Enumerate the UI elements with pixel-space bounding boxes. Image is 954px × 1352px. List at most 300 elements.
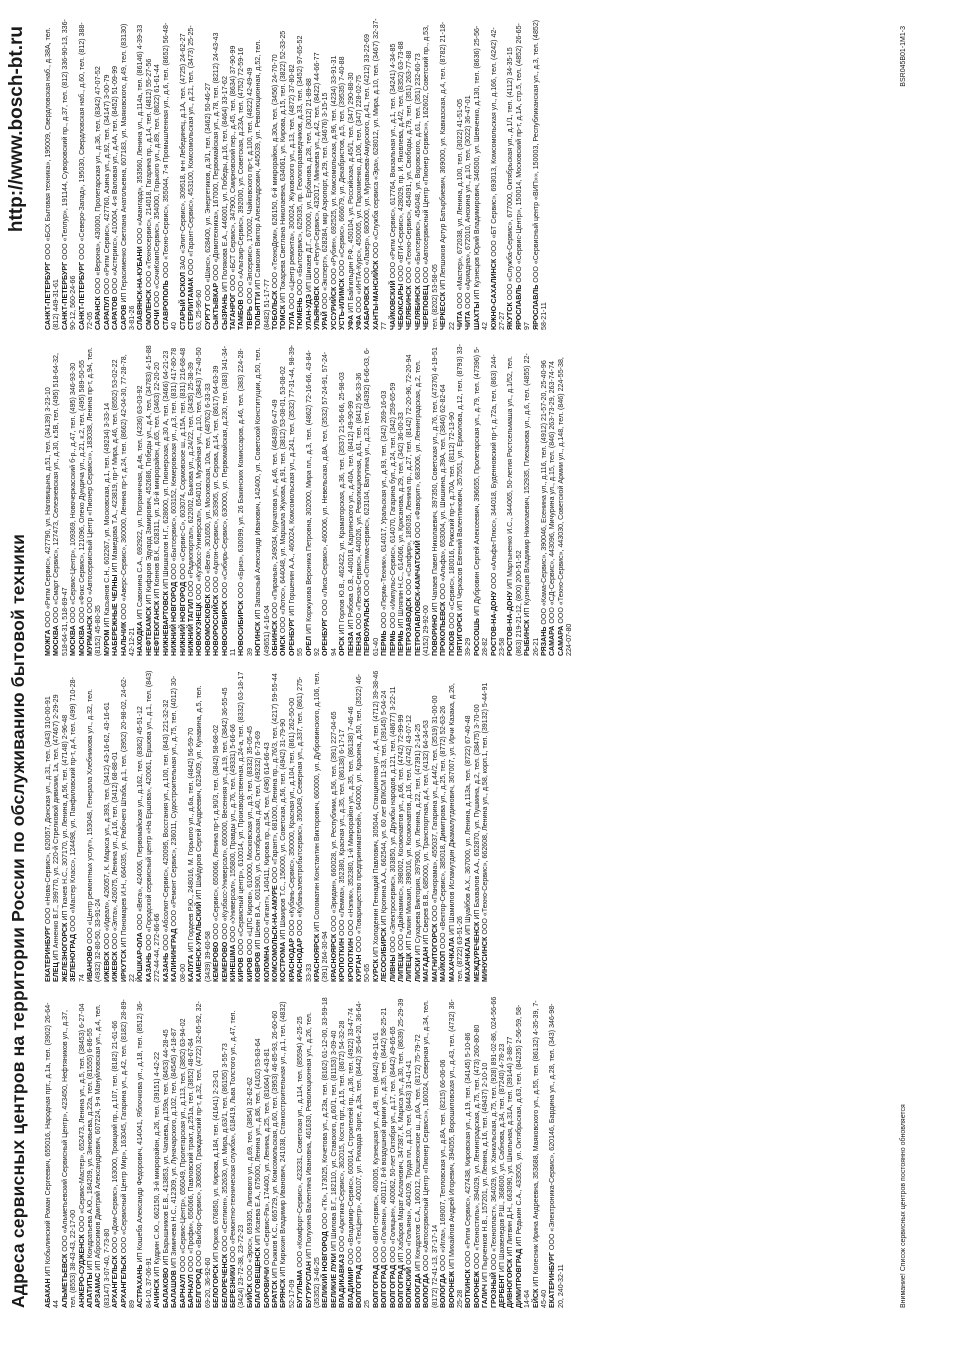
city-name: ПЕТРОЗАВОДСК [405,597,414,656]
center-details: ИП Анненко В.Г., 399770, ул. 220-й Стрелковой дивизии, 1а, тел. (47467) 2-29-29 [52,694,61,963]
city-name: ЧАЙКОВСКИЙ [388,280,397,330]
city-name: ЖЕЛЕЗНОГОРСК [60,922,69,982]
address-entry [405,18,413,330]
city-name: УЛАН-УДЭ [304,294,313,330]
city-name: ЯРОСЛАВЛЬ [514,284,523,330]
center-details: ООО «Лиса-Сервис», 460006, ул. Невельская, д.8А, тел. (3532) 57-24-91, 57-24-94 [321,351,338,656]
address-entry [170,344,178,656]
center-details: ООО «Нова-Сервис», 620057, Донская ул., д.31, тел. (343) 310-00-91 [44,696,52,927]
address-entry [372,670,380,982]
city-name: НОВОКУЗНЕЦК [195,602,204,656]
center-details: ООО «ИНТА-Курс», 450005, ул. Пархоменко, д.106, тел. (347) 228-02-75 [355,75,364,315]
city-name: МАГНИТОГОРСК [430,923,439,982]
center-details: ООО «Эрос», 659305, Липового ул., д.69, тел. (3854) 32-62-62 [245,1077,254,1284]
center-details: ООО «Техностиль», 394029, ул. Ленинградская, д.75, тел. (473) 260-80-80 [472,1024,481,1272]
city-name: КЕМЕРОВО [220,941,229,982]
center-details: ООО «Комфорт-Сервис», 423231, Советская ул., д.114, тел. (85594) 4-25-25 [296,1016,305,1270]
center-details: ООО «Альтаир-Сервис», 392000, ул. Советская, д.23А, тел. (4752) 72-59-16 [237,47,246,300]
center-details: ООО «Шанс», 628400, ул. Энергетиков, д.3/1, тел. (3462) 50-46-27 [203,82,212,304]
center-details: ИП Ткачев Н.С., 307170, ул. Ленина, д.56, тел. (47148) 2-96-48 [60,714,69,923]
center-details: ООО «Пиранья», 249034, Курчатова ул., д.46, тел. (48439) 6-47-49 [270,399,279,621]
city-name: КРОПОТКИН [346,938,355,982]
city-name: ЛИВНЫ [388,954,397,982]
address-entry [136,344,144,656]
address-entry [221,996,229,1308]
center-details: ООО «Сервисный Центр Мир», 163045, Гагарина ул., д.42, тел. (8182) 28-89-89 [119,999,137,1308]
center-details: ООО «Ритм Сервис», 427790, ул. Наговицына, д.51, тел. (34139) 3-23-10 [44,387,52,630]
address-entry [237,670,245,982]
address-entry [422,670,430,982]
center-details: ООО «Пенза-Сервис», 440026, ул. Революционная, д.61, тел. (8412) 56-33-36 [355,372,364,632]
city-name: ПЕРВОУРАЛЬСК [363,598,372,656]
city-name: БРЯНСК [279,1278,288,1308]
center-details: ООО «Вега», 424006, Первомайская ул., д.162, тел. (8362) 45-51-12 [136,706,145,933]
address-entry [338,344,346,656]
city-name: САРАНСК [94,296,103,330]
center-details: ООО «Сервисный центр», 610014, ул. Производственная, д.24-а, тел. (8332) 63-18-17 [237,671,246,958]
center-details: ООО «Аверс-Сервис», 360000, Ленина пр-т, д.24, тел. (8662) 42-04-30, 77-28-78, 42-12-21 [119,354,137,656]
address-entry [229,670,237,982]
center-details: ООО «БСХ Бытовая техника», 195009, Свердловская наб., д.38А, тел. (812) 449-31-61 [44,27,61,330]
address-entry [120,996,137,1308]
city-name: АРХАНГЕЛЬСК [119,1255,128,1308]
center-details: ООО «Кама-Сервис», 390046, Есенина ул., д.116, тел. (4912) 21-57-20, 25-40-96 [539,360,548,627]
city-name: СОЧИ [153,309,162,330]
address-entry [355,344,363,656]
center-details: ИП Кропина А.А., 662544, ул. 60 лет ВЛКСМ 11-33, тел. (39145) 5-04-24 [380,690,389,928]
address-entry [347,18,355,330]
address-entry [153,996,161,1308]
city-name: ВОРОНЕЖ [447,1271,456,1308]
address-entry [330,996,338,1308]
city-name: ВОЛЖСКИЙ [405,1266,414,1308]
address-entry [179,18,187,330]
address-entry [246,996,254,1308]
center-details: ООО «Сервис», 650066, Ленина пр-т, д.90/3, тел. (3842) 58-68-02 [212,724,221,942]
address-entry [405,344,413,656]
center-details: ИП Лепшоков Артур Батырбиевич, 369000, ул. Кавказская, д.4, тел. (8782) 21-18-22 [439,21,456,330]
center-details: ООО «Голицын», 400062, 50-лет Октября ул., д.17, тел. (8442) 49-65-65 [388,1026,397,1265]
address-entry [431,670,439,982]
city-name: САМАРА [548,625,557,656]
center-details: ООО «Гольяны», 404109, Труда пл., д.10, тел. (8443) 31-41-41 [405,1060,414,1267]
address-entry [389,996,397,1308]
center-details: ООО «Сервис-Центр», 109369, Новочеркасский б-р., д.47, тел. (495) 346-93-30 [69,362,78,626]
address-entry [162,670,170,982]
address-entry [347,996,355,1308]
center-details: ООО «Сервис-Ра», 174400, ул. Ленина, д.25, тел. (81664) 4-43-81 [262,1048,271,1267]
city-name: БЕЛОГОРСК [212,1264,221,1308]
city-name: НОГИНСК [254,621,263,656]
address-entry [439,670,447,982]
footer-note: Внимание! Список сервисных центров постоянно обновляется [900,1104,907,1308]
address-entry [397,344,405,656]
address-entry [321,996,329,1308]
center-details: ИП Пырченков Н.В., 157201, ул. Ленина, д.16, тел. (49437) 2-10-10 [481,1062,490,1285]
city-name: КИРОВ [245,957,254,982]
city-name: ОРСК [338,636,347,656]
center-details: ООО «Служба-Сервис», 677000, Октябрьская ул., д.1/1, тел. (4112) 34-35-15 [506,47,515,303]
center-details: ООО «ЦПС Киров», 610000, Московская ул., д.9, тел. (8332) 35-05-45 [245,726,254,958]
city-name: УСТЬ-ИЛИМСК [338,278,347,330]
center-details: ИП Полякова Е.А., 446001, ул. Победы, д.16, тел. (8464) 33-17-62 [220,76,229,295]
city-name: ЕЛЕЦ [52,962,61,982]
city-name: МАХАЧКАЛА [464,937,473,982]
city-name: БАЛАКОВО [161,1267,170,1308]
address-entry [52,670,60,982]
center-details: ООО «Гарант», 681000, Ленина пр., д.76/3, тел. (4217) 59-55-44 [270,673,279,886]
center-details: ИП Сухарева Виктория, 397900, ул. Ленина, д.22, тел. (47391) 2-14-25 [413,723,422,958]
address-entry [481,996,489,1308]
address-entry [296,18,304,330]
city-name: ДЕРБЕНТ [497,1274,506,1308]
center-details: ООО «Эксперт», 628284, мкр Аэропорт, д.29, тел. (34676) 3-15-15 [321,92,330,312]
address-entry [540,344,548,656]
center-details: ИП Хабаров Марат Асланович, 347387, К. Маркса ул., д.30, тел. (8639) 25-29-39 [397,998,406,1265]
address-entry [111,18,119,330]
city-name: СТЕРЛИТАМАК [186,277,195,330]
center-details: ООО «Техно-Сервис», 454091, ул. Свободы, д.79, тел. (351) 263-77-88 [405,50,414,286]
city-name: ПЕНЗА [346,631,355,656]
address-entry [389,18,397,330]
address-entry [271,996,279,1308]
address-entry [153,344,161,656]
column-4 [44,18,894,330]
address-entry [523,344,540,656]
center-details: ИП Горлов Ю.В., 462422, ул. Краматорская, д.36, тел. (3537) 21-56-66, 25-98-03 [338,372,347,637]
address-entry [330,670,338,982]
center-details: ИП Литвин Д.Н., 663090, ул. Школьная, д.31А, тел. (39144) 3-88-77 [506,1036,515,1259]
address-entry [363,344,380,656]
city-name: АПАТИТЫ [86,1272,95,1308]
address-entry [263,670,271,982]
address-entry [439,18,456,330]
column-1 [44,996,894,1308]
center-details: ООО «Фаворит», 683006, ул. Ленинградская, д.2, тел. (4152) 29-92-00 [413,360,431,656]
address-entry [111,996,119,1308]
center-details: ИП Редькин С.А., 433505, ул. Октябрьская, д.63, тел. (84235) 2-56-59, 58-14-64 [514,1004,532,1308]
address-entry [162,18,179,330]
city-name: МАХАЧКАЛА [447,937,456,982]
city-name: РЯЗАНЬ [539,626,548,656]
city-name: КЕМЕРОВО [212,941,221,982]
address-entry [279,18,287,330]
city-name: БРАТСК [270,1280,279,1308]
address-entry [548,344,556,656]
city-name: БЕЛГОРОД [195,1268,204,1308]
city-name: САМАРА [556,625,565,656]
city-name: ОМСК [279,635,288,656]
center-details: ООО «Гольяны», 400117, 8-й воздушной армии ул., д.35, тел. (8442) 58-25-21 [380,1007,389,1265]
center-details: ИП Шакиров Т.С., 156000, ул. Советская, д.56, тел. (4942) 31-79-90 [279,718,288,942]
address-entry [405,996,413,1308]
center-details: ЗАО «Элит-Сервис», 309518, м-н Лебединец, д.1А, тел. (4725) 24-62-27 [178,33,187,272]
address-entry [86,996,94,1308]
address-entry [296,670,313,982]
address-entry [288,670,296,982]
city-name: ВОЛГОГРАД [355,1264,364,1308]
address-entry [557,344,574,656]
address-entry [498,996,506,1308]
city-name: СТАРЫЙ ОСКОЛ [178,272,187,330]
city-name: ЕКАТЕРИНБУРГ [548,1252,557,1308]
address-entry [481,670,489,982]
address-entry [271,18,279,330]
city-name: БУГУЛЬМА [296,1269,305,1308]
city-name: УФА [355,314,364,330]
city-name: НОВОСИБИРСК [237,600,246,656]
city-name: ВОЛОГДА [413,1273,422,1308]
address-entry [414,344,431,656]
center-details: ИП Абросимов Дмитрий Александрович, 607224, 9-я Мануйловская ул., д.4, тел. (83147) 3-07-40, 7-73-80 [94,1004,111,1308]
city-name: ИЖЕВСК [102,951,111,982]
address-entry [321,18,329,330]
city-name: АЛЬМЕТЬЕВСК [60,1253,69,1308]
city-name: КАЗАНЬ [144,952,153,982]
center-details: ООО «Игла», 169007, Тепловская ул., д.8А, тел. (8215) 66-06-06 [439,1059,448,1274]
city-name: СУРГУТ [203,303,212,330]
center-details: ООО «Аргон-Сервис», 353905, ул. Серова, д.14, тел. (8617) 64-63-39 [212,365,221,595]
city-name: ЧЕБОКСАРЫ [397,283,406,330]
city-name: СЫКТЫВКАР [212,282,221,330]
address-entry [61,996,78,1308]
address-entry [464,670,472,982]
city-name: КОСТРОМА [279,941,288,982]
center-details: ИП Галкин Михаил, 398016, ул. Космонавтов, д.16, тел. (4742) 43-07-12 [405,715,414,953]
center-details: ИП Коржукова Вероника Петровна, 302000, Мира пл., д.3, тел. (4862) 72-16-66, 43-84-92 [304,350,321,656]
city-name: ПЕРМЬ [397,630,406,656]
address-entry [145,18,153,330]
address-entry [136,996,153,1308]
center-details: ООО «Мастер», 672038, ул. Ленина, д.100, тел. (3022) 41-51-05 [455,98,464,311]
address-entry [473,344,490,656]
center-details: ООО «ВИП-сервис», 400005, Кузнецкая ул., д.49, тел. (8442) 49-11-61 [371,1032,380,1265]
center-details: ООО «Сервис», 180016, Рижский пр-т, д.70А, тел. (8112) 72-13-90 [447,412,456,631]
address-entry [456,18,464,330]
city-name: КУРГАН [355,954,364,982]
city-name: ПЕРМЬ [388,630,397,656]
city-name: ЧЕЛЯБИНСК [413,285,422,330]
address-entry [170,670,187,982]
address-entry [380,996,388,1308]
center-details: ИП Зимичева Н.С., 412309, ул. Луначарского, д.102, тел. (84545) 4-18-87 [170,1028,179,1271]
city-name: САРОВ [119,304,128,330]
center-details: ООО «ТехноДом», 626150, 6-й микрорайон, д.30а, тел. (3456) 24-70-70 [270,54,279,291]
address-entry [195,996,212,1308]
center-details: ООО «Идеал», 426057, К. Маркса ул., д.393, тел. (3412) 43-16-62, 43-16-61 [102,702,111,952]
city-name: НОВОМОСКОВСК [203,594,212,656]
address-entry [338,670,346,982]
address-entry [111,344,119,656]
city-name: ЧЕРЕПОВЕЦ [422,285,431,330]
address-entry [448,670,465,982]
city-name: АНЖЕРО-СУДЖЕНСК [77,1234,86,1308]
address-entry [44,344,52,656]
center-details: ИП Кудрин С.Ю., 662150, 3-й микрорайон, д.26, тел. (39151) 4-42-22 [153,1051,162,1279]
city-name: ЛИПЕЦК [397,952,406,982]
center-details: ООО «Оптима-сервис», 623104, Ватутина ул., д.23, тел. (34392) 6-66-03, 6-61-40 [363,347,380,656]
city-name: ДИВНОГОРСК [506,1258,515,1308]
address-entry [78,344,86,656]
center-details: ИП Токарева Светлана Николаевна, 634061, ул. Кирова, д.15, тел. (3822) 52-33-25 [279,30,288,305]
address-entry [515,996,532,1308]
center-details: ООО «Товарищество предпринимателей», 640000, ул. Красина, д.50, тел. (3522) 46-50-65 [355,673,372,982]
address-entry [506,996,514,1308]
address-entry [515,18,532,330]
city-name: ВОЛГОГРАД [380,1264,389,1308]
center-details: ООО «Сервис-Мастер», 652473, Ленина ул., д.5, тел. (38453) 6-27-04 [77,1003,86,1235]
city-name: НИЖНИЙ НОВГОРОД [178,581,187,656]
city-name: КРАСНОЯРСК [313,933,321,982]
city-name: ГАЛИЧ [481,1284,490,1308]
city-name: ТОМСК [279,304,288,330]
center-details: ООО «Вега», 301650, ул. Московская, 10а, тел. (48762) 6-33-33 [203,383,212,595]
address-entry [229,996,246,1308]
center-details: ИП Герасименко Светлана Анатольевна, 607183, ул. Маяковского, д.49, тел. (83130) 3-81-26 [119,23,137,330]
website-link[interactable]: http://www.bosch-bt.ru [6,26,27,233]
address-entry [490,18,507,330]
center-details: ООО «Сапфир», 185035, Ленина пр., д.27, тел. (8142) 72-20-96, 72-20-94 [405,354,414,598]
center-details: ООО «Мастер Класс», 124498, ул. Панфиловский пр-т, д.4, тел. (499) 710-28-74 [69,677,86,982]
center-details: ООО «Регул-Сервис», 432017, Минаева ул., д.42, тел. (8422) 44-66-77 [313,52,321,286]
city-name: ЧЕЛЯБИНСК [405,285,414,330]
center-details: ООО «Гигант», 140411, Кирова пр., д.54, тел. (496) 614-66-43 [262,742,271,946]
center-details: ИП Рябова О.В., 440018, Карпинского ул., д.40А, тел. (8412) 49-90-99 [346,400,355,632]
city-name: СТАВРОПОЛЬ [161,280,170,330]
address-entry [548,996,565,1308]
center-details: ООО «ТехЦентр», 400107, ул. Рихарда Зорге, д.3а, тел. (8442) 35-64-20, 36-64-25 [355,1001,372,1308]
center-details: ООО «Ремонтно-техническая служба», 618419, Льва Толстого ул., д.47, тел. (3424) 23-72-38, 23-72-23 [228,1010,246,1308]
city-name: ЛЕСОСИБИРСК [380,927,389,982]
city-name: ОРЕЛ [304,636,313,656]
address-entry [162,344,170,656]
city-name: БУГУРУСЛАН [304,1261,313,1308]
address-entry [195,670,212,982]
city-name: ЛИСКИ [413,957,422,982]
city-name: ЮЖНО-САХАЛИНСК [489,258,498,330]
center-details: ИП Байгильдин Р.Ф., 450104, ул. Российская, д.45/1, тел. (347) 290-88-30 [346,72,355,315]
city-name: САРАПУЛ [102,296,111,330]
address-entry [204,18,212,330]
center-details: ООО «Автосервисный Центр «Пионер Сервис»», 183038, Ленина пр-т, д.94, тел. (8152) 45-80-35 [86,347,103,656]
city-name: ИРКУТСК [119,949,128,982]
center-details: ООО «Лотос», 644048, ул. Маршала Жукова, д.91, тел. (3812) 53-08-01, 53-08-02 [279,366,288,636]
center-details: ООО «Северо-Запад», 195030, Свердловская наб., д.60, тел. (812) 388-72-05 [77,22,95,330]
city-name: НАЛЬЧИК [119,621,128,656]
address-entry [389,670,397,982]
center-details: ИП Рыжков К.С., 665729, ул. Комсомольская, д.60, тел. (3953) 46-85-93, 26-60-60 [270,1010,279,1281]
address-entry [464,996,472,1308]
address-entry [120,344,137,656]
city-name: МУРОМ [102,629,111,656]
address-entry [179,996,187,1308]
center-details: ООО «Автосервисный Центр «Пионер Сервис»», 162602, Советский пр., д.53, тел. (8202) 53-58-05 [422,24,439,330]
city-name: БЛАГОВЕЩЕНСК [254,1247,263,1308]
center-details: ИП Дубровин Сергей Алексеевич, 396655, Пролетарская ул., д.79, тел. (47396) 5-28-82 [472,346,490,656]
address-entry [506,18,514,330]
city-name: КОЛОМНА [262,945,271,982]
city-name: ПРОКОПЬЕВСК [439,601,448,656]
address-entry [405,670,413,982]
center-details: ИП Гордеев Р.Ю., 248016, М. Горького ул., д.6а, тел. (4842) 56-59-70 [186,727,195,955]
address-entry [271,670,279,982]
center-details: ООО «Бытсервис», 625035, пр. Геологоразведчиков, д.33, тел. (3452) 97-65-52 [296,35,305,298]
address-entry [136,670,144,982]
center-details: ООО «Технопласт», 364029, ул. Ханкальская, д.75, тел. (928) 891-02-86, 024-56-66 [489,996,498,1273]
address-entry [212,344,220,656]
address-entry [237,18,245,330]
city-name: ХАБАРОВСК [363,285,372,330]
address-entry [86,344,103,656]
center-details: ИП Черкасов Евгений Валентинович, 357551, ул. Ермолова, д.12, тел. (8793) 33-39-29 [455,344,473,656]
city-name: НАБЕРЕЖНЫЕ ЧЕЛНЫ [111,574,120,656]
center-details: ООО «БСТ Сервис», 347900, Смирновский пер., д.45, тел. (8634) 37-90-99 [228,45,237,293]
city-name: СМОЛЕНСК [144,289,153,330]
address-entry [52,344,69,656]
center-details: ИП Шуайбов А.Х., 367000, ул. Ленина, д.113а, тел. (8722) 67-40-48 [464,715,473,938]
address-entry [431,344,439,656]
column-2 [44,670,894,982]
city-name: ВОРОНЕЖ [472,1271,481,1308]
center-details: ООО «Кубань-Сервис», 350000, Красная ул., д.104, тел. (861) 262-50-00 [287,697,296,939]
center-details: ООО «ТК», 173025, Кочетова ул., д.23а, тел. (8162) 61-12-00, 33-59-18 [321,997,330,1232]
city-name: ВЕЛИКИЙ НОВГОРОД [321,1231,330,1308]
address-entry [372,996,380,1308]
city-name: КАЛУГА [186,954,195,982]
center-details: ИП Шамилов Исламутдин Джамалутдинович, 367007, ул. Ирчи Казака, д.26, тел. (8722) 63-51-26 [447,683,464,982]
address-entry [145,670,162,982]
city-name: НИЖНИЙ ТАГИЛ [186,598,195,656]
address-entry [279,996,296,1308]
center-details: ООО «Рубин», 692525, ул. Комсомольская, д.96, тел. (4234) 33-91-31 [329,55,338,287]
center-details: ООО «Центр ремонта», 300024, Жуковского ул., д.13, тел. (4872) 37-80-82 [287,64,296,312]
city-name: ТАГАНРОГ [228,292,237,330]
address-entry [94,18,102,330]
center-details: ООО «Электроника-Сервис», 620146, Бардина ул., д.28, тел. (343) 346-98-20, 240-32-11 [548,1003,565,1308]
address-entry [456,344,473,656]
city-name: АРХАНГЕЛЬСК [111,1255,120,1308]
center-details: ООО «Бриз», 630099, ул. 26 Бакинских Комиссаров, д.46, тел. (383) 224-28-39 [237,348,254,656]
center-details: ИП Мамедова Т.А., 423819, пр-т Мира, д.46, тел. (8552) 53-02-22 [111,359,120,575]
city-name: ВОЛОГДА [439,1273,448,1308]
city-name: КИРОВ [237,957,246,982]
address-entry [61,18,78,330]
address-entry [414,996,422,1308]
city-name: МУРМАНСК [86,615,95,656]
address-entry [212,996,220,1308]
center-details: ООО «ВТИ-Сервис», 428029, пр. И. Яковлева, д.4/2, тел. (8352) 63-73-88 [397,41,406,284]
address-entry [187,996,195,1308]
city-name: МОСКВА [77,625,86,656]
city-name: ИЖЕВСК [111,951,120,982]
city-name: БАРНАУЛ [186,1274,195,1308]
center-details: ООО «Альфа-Плюс», 344018, Буденновский пр-т, д.72а, тел. (863) 244-23-58 [489,354,506,656]
center-details: ООО «Верона», 430000, Пролетарская ул., д.36, тел. (8342) 47-07-52 [94,66,103,297]
center-details: ИП Холоденин Геннадий Павлович, 305044, Станционная ул., д.4, тел. (4712) 39-38-46 [371,670,380,960]
address-entry [221,18,229,330]
service-centers-list [44,18,894,1308]
city-name: РЫБИНСК [523,619,532,656]
city-name: САРАТОВ [111,296,120,330]
city-name: АРЗАМАС [94,1272,103,1308]
center-details: ООО «Техно-Сервис», 662608, Ленина ул., д.58, корп.1, тел. (39132) 5-44-91 [481,682,490,937]
center-details: ООО «Кузбасс-Универсал», 650000, Весенняя ул., д.19, тел. (3842) 36-55-45 [220,687,229,942]
city-name: ТЮМЕНЬ [296,297,305,330]
center-details: ООО «Вектор-Сервис», 385018, Димитрова ул., д.25, тел. (8772) 52-63-26 [439,705,448,951]
city-name: ЯРОСЛАВЛЬ [531,284,540,330]
city-name: МЕЖДУРЕЧЕНСК [472,921,481,982]
center-details: ООО «Сервис-Центр», 656049, Пролетарская ул., д.113, тел. (3852) 63-94-02 [178,1018,187,1275]
